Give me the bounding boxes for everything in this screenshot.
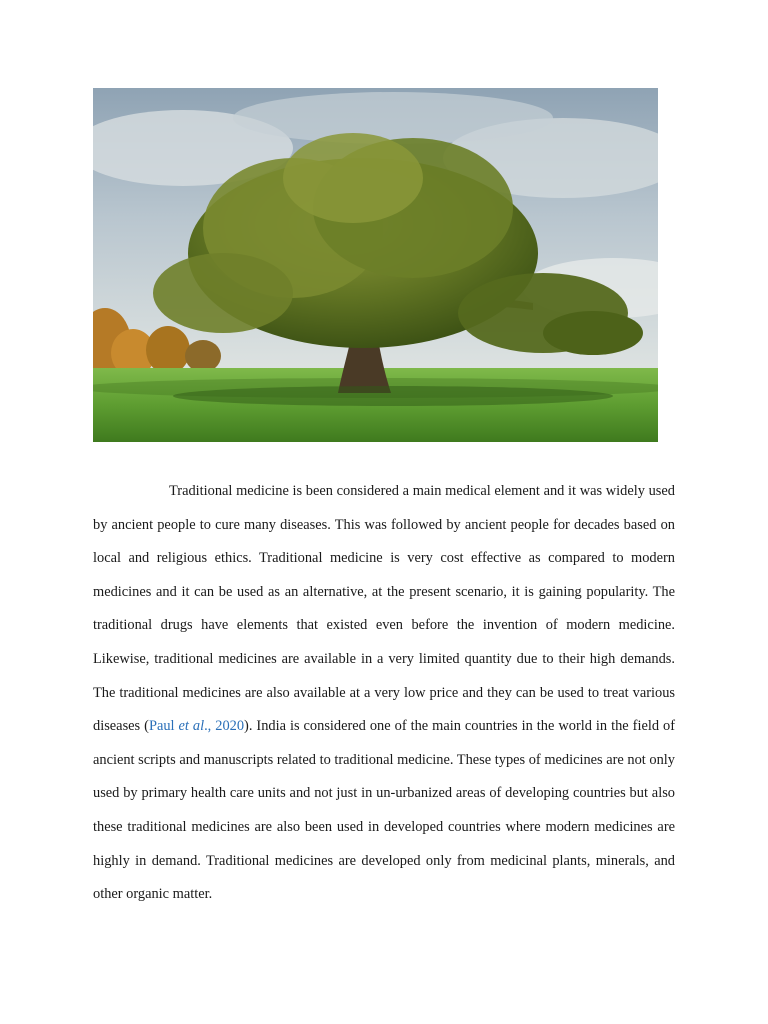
oak-tree-photo: [93, 88, 658, 442]
citation-link[interactable]: [149, 718, 244, 734]
citation-author: Paul: [148, 718, 179, 735]
paragraph-text-after-citation: ). India is considered one of the main countries in the world in the field of ancient scripts and manuscripts related to traditional medicine. These types of medicines are not only used by primary health care units and not just in un-urbanized areas of developing countries but also these traditional medicines are also been used in developed countries where modern medicines are highly in demand. Traditional medicines are developed only from medicinal plants, minerals, and other organic matter.: [93, 718, 676, 903]
citation-et-al: et al: [178, 718, 205, 735]
paragraph-text-before-citation: Traditional medicine is been considered a main medical element and it was widely used by ancient people to cure many diseases. This was followed by ancient people for decades based on local and religious ethics. Traditional medicine is very cost effective as compared to modern medicines and it can be used as an alternative, at the present scenario, it is gaining popularity. The traditional drugs have elements that existed even before the invention of modern medicine. Likewise, traditional medicines are available in a very limited quantity due to their high demands. The traditional medicines are also available at a very low price and they can be used to treat various diseases (: [93, 483, 675, 735]
citation-year: ., 2020: [204, 718, 245, 735]
body-paragraph: [93, 475, 675, 912]
tree-illustration: [93, 88, 658, 442]
